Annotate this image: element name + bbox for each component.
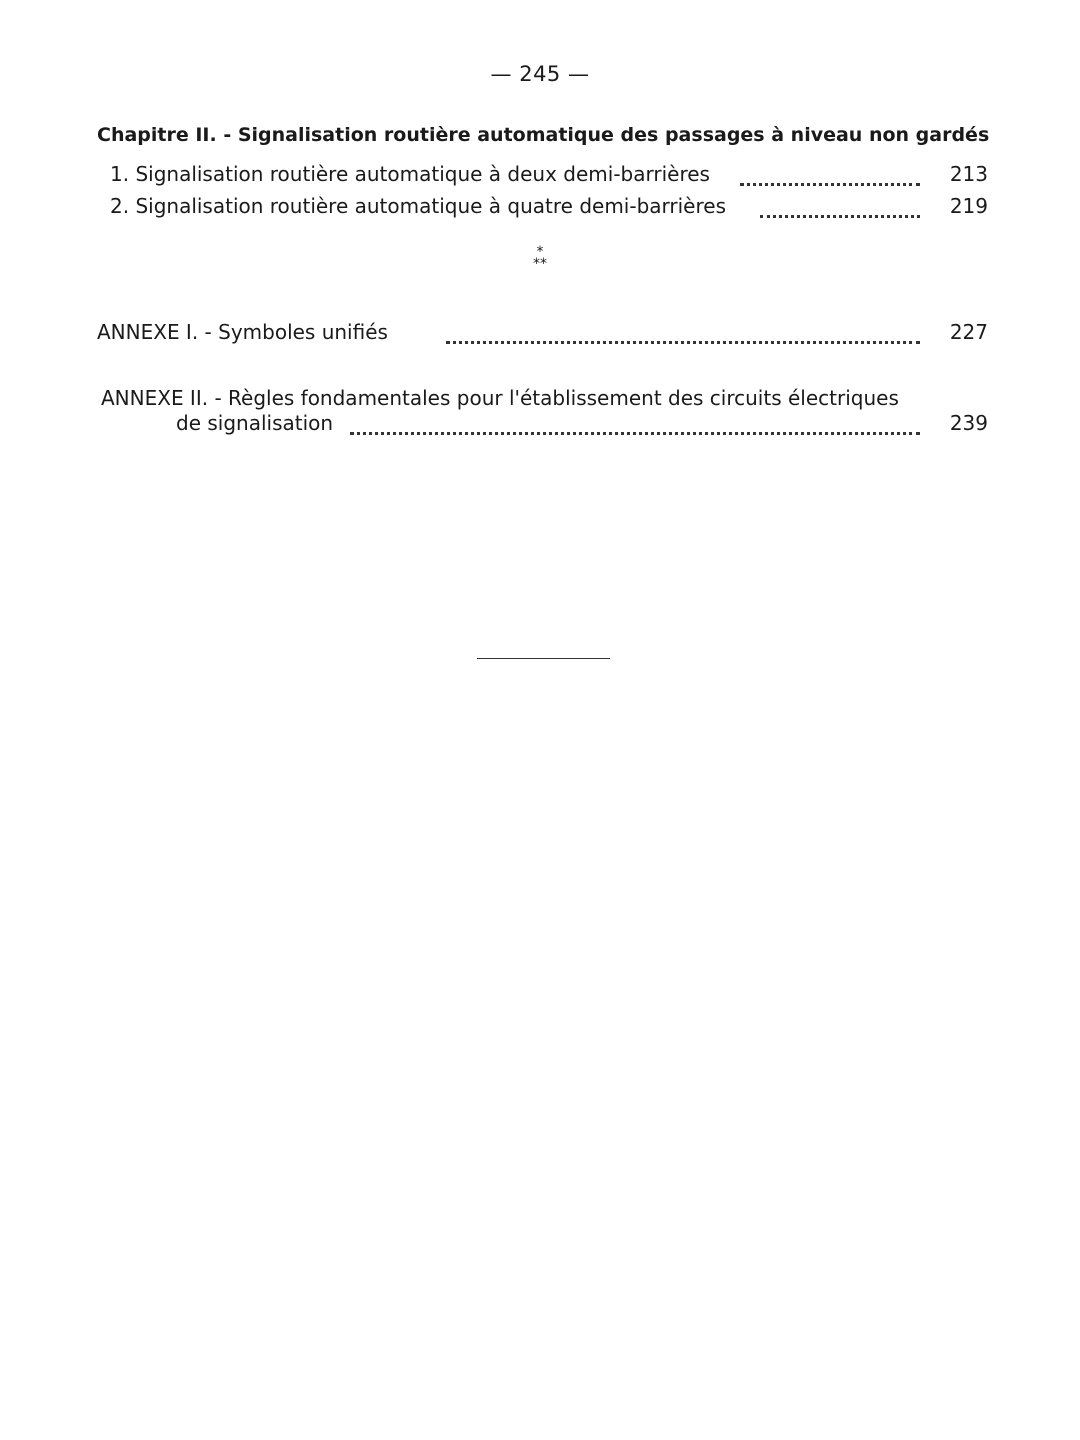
separator-star-top: * xyxy=(536,244,544,260)
annex-2-label-line1: ANNEXE II. - Règles fondamentales pour l'établissement des circuits électriques xyxy=(101,386,899,410)
annex-1-entry xyxy=(0,320,1080,348)
chapter-title: Chapitre II. - Signalisation routière automatique des passages à niveau non gardés xyxy=(97,124,990,146)
annex-1-label: ANNEXE I. - Symboles unifiés xyxy=(97,320,396,344)
section-separator xyxy=(0,246,1080,270)
annex-2-entry xyxy=(0,411,1080,439)
separator-stars-bottom: ** xyxy=(533,256,547,272)
dot-leader xyxy=(350,428,920,435)
toc-entry-1 xyxy=(0,162,1080,190)
annex-2-page: 239 xyxy=(942,411,988,435)
end-rule xyxy=(477,658,610,659)
toc-entry-page: 213 xyxy=(942,162,988,186)
dot-leader xyxy=(760,211,920,218)
dot-leader xyxy=(446,337,920,344)
annex-1-page: 227 xyxy=(942,320,988,344)
page-number: — 245 — xyxy=(490,62,590,86)
toc-entry-label: 1. Signalisation routière automatique à deux demi-barrières xyxy=(110,162,718,186)
toc-entry-2 xyxy=(0,194,1080,222)
dot-leader xyxy=(740,179,920,186)
annex-2-label-line2: de signalisation xyxy=(176,411,341,435)
toc-entry-label: 2. Signalisation routière automatique à quatre demi-barrières xyxy=(110,194,734,218)
toc-entry-page: 219 xyxy=(942,194,988,218)
